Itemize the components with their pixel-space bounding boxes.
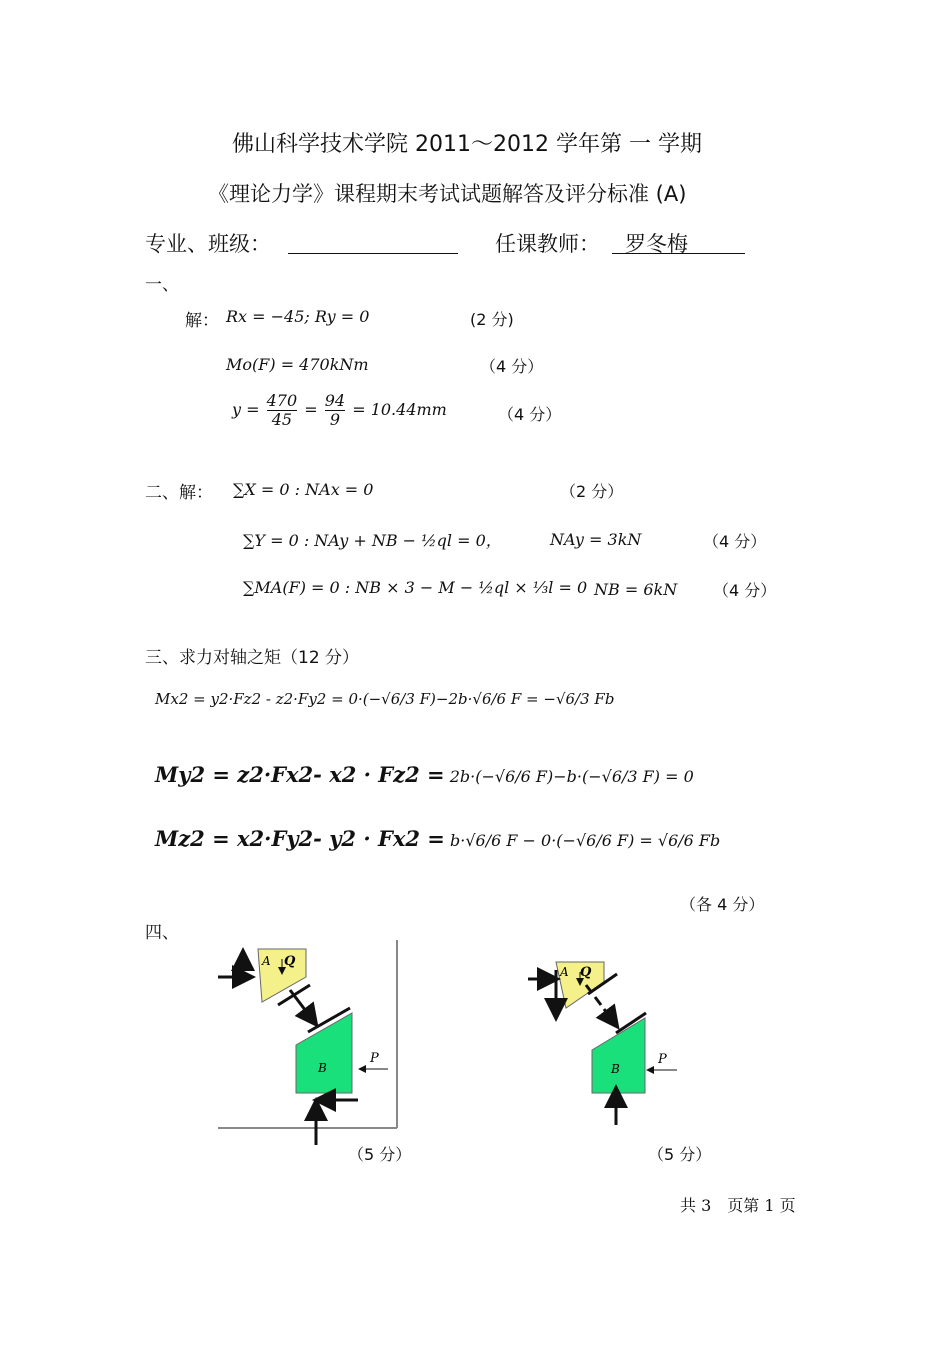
teacher-name: 罗冬梅 bbox=[625, 232, 688, 256]
q2-eq3: ∑MA(F) = 0 : NB × 3 − M − ½ql × ⅓l = 0 bbox=[243, 578, 588, 597]
q3-title: 三、求力对轴之矩（12 分） bbox=[145, 648, 360, 668]
q4-right-points: （5 分） bbox=[648, 1145, 712, 1164]
q1-eq3-rhs: = 10.44mm bbox=[352, 400, 447, 419]
q1-frac-2-den: 9 bbox=[329, 410, 341, 429]
page-footer: 共 3 页第 1 页 bbox=[680, 1196, 796, 1215]
q4-title: 四、 bbox=[145, 923, 179, 943]
q3-eq3-lhs: Mz2 = x2·Fy2- y2 · Fx2 = bbox=[155, 826, 445, 851]
label-a-right: A bbox=[560, 965, 569, 979]
q1-solve-label: 解： bbox=[185, 311, 219, 331]
label-b-right: B bbox=[611, 1062, 620, 1076]
q1-eq2: Mo(F) = 470kNm bbox=[226, 355, 369, 374]
block-b bbox=[296, 1013, 352, 1093]
q1-eq3-lhs: y = bbox=[232, 400, 260, 419]
major-label: 专业、班级： bbox=[145, 232, 271, 256]
q3-eq2 bbox=[155, 762, 694, 787]
free-body-diagram-right bbox=[520, 950, 700, 1130]
q1-title: 一、 bbox=[145, 275, 179, 295]
q1-eq3-points: （4 分） bbox=[498, 405, 562, 424]
q3-eq3 bbox=[155, 826, 720, 851]
q3-eq2-lhs: My2 = z2·Fx2- x2 · Fz2 = bbox=[155, 762, 445, 787]
label-p-left: P bbox=[370, 1051, 379, 1066]
q1-frac-1-num: 470 bbox=[266, 391, 298, 410]
block-b-right bbox=[592, 1018, 645, 1093]
q2-eq2-result: NAy = 3kN bbox=[550, 530, 642, 549]
q1-frac-1 bbox=[267, 392, 298, 429]
q2-eq2-points: （4 分） bbox=[703, 532, 767, 551]
label-a-left: A bbox=[262, 954, 271, 968]
q3-eq3-rhs: b·√6/6 F − 0·(−√6/6 F) = √6/6 Fb bbox=[449, 831, 721, 850]
q1-eq1-points: (2 分) bbox=[470, 310, 514, 329]
q1-eq3: y = $\frac{470}{45}$ = $\frac{94}{9}$ = 10.44mm bbox=[232, 391, 447, 429]
q2-eq1-points: （2 分） bbox=[560, 482, 624, 501]
q2-eq2: ∑Y = 0 : NAy + NB − ½ql = 0， bbox=[243, 531, 502, 550]
q1-frac-2 bbox=[325, 392, 345, 429]
q2-eq3-result: NB = 6kN bbox=[594, 580, 678, 599]
label-b-left: B bbox=[318, 1061, 327, 1075]
q1-eq2-points: （4 分） bbox=[480, 357, 544, 376]
label-q-right: Q bbox=[580, 965, 592, 980]
q3-eq2-rhs: 2b·(−√6/6 F)−b·(−√6/3 F) = 0 bbox=[449, 767, 694, 786]
q1-frac-1-den: 45 bbox=[271, 410, 293, 429]
q2-eq3-points: （4 分） bbox=[713, 581, 777, 600]
teacher-underline bbox=[612, 253, 745, 254]
q2-title: 二、解： bbox=[145, 483, 213, 503]
free-body-diagram-left bbox=[210, 935, 410, 1155]
q3-points: （各 4 分） bbox=[680, 895, 765, 914]
q1-eq1: Rx = −45; Ry = 0 bbox=[226, 307, 370, 326]
title-line-1: 佛山科学技术学院 2011～2012 学年第 一 学期 bbox=[232, 132, 702, 157]
q2-eq1: ∑X = 0 : NAx = 0 bbox=[233, 480, 374, 499]
teacher-label: 任课教师： bbox=[495, 232, 600, 256]
label-p-right: P bbox=[658, 1052, 667, 1067]
q3-eq1: Mx2 = y2·Fz2 - z2·Fy2 = 0·(−√6/3 F)−2b·√6/6 F = −√6/3 Fb bbox=[155, 690, 615, 708]
q4-left-points: （5 分） bbox=[348, 1145, 412, 1164]
label-q-left: Q bbox=[284, 954, 296, 969]
q1-frac-2-num: 94 bbox=[324, 391, 346, 410]
title-line-2: 《理论力学》课程期末考试试题解答及评分标准 (A) bbox=[208, 182, 687, 206]
major-underline bbox=[288, 253, 458, 254]
